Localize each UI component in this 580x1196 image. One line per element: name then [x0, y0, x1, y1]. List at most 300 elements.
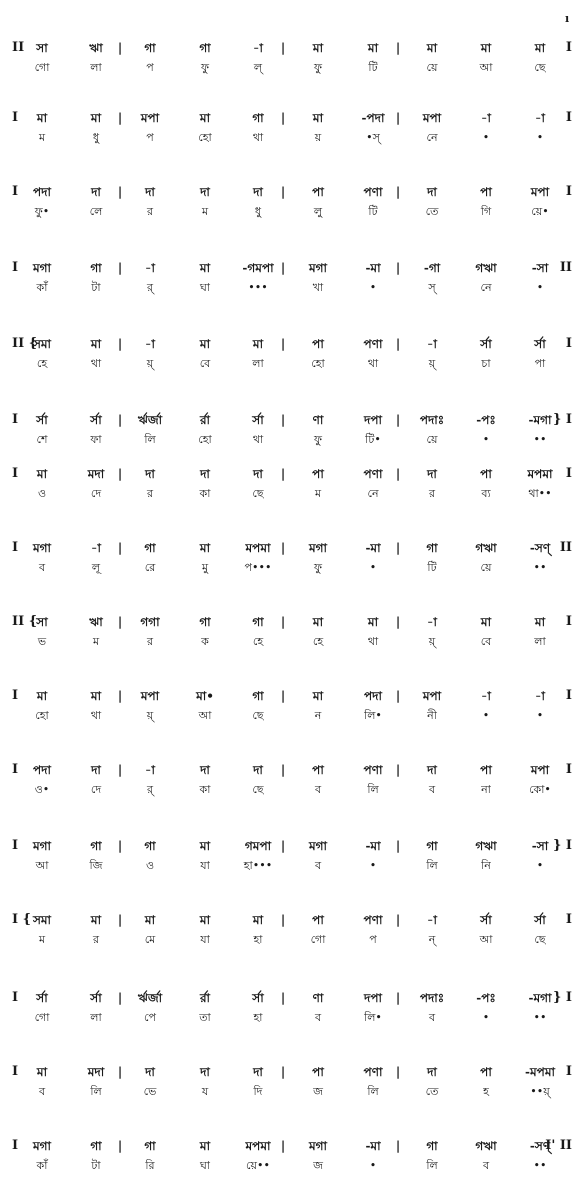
lyric-syllable: না: [481, 783, 491, 796]
note: মা: [426, 41, 438, 55]
note: -া: [145, 763, 155, 777]
note: পা: [312, 337, 324, 351]
barline: |: [395, 991, 401, 1005]
lyric-syllable: কো•: [529, 783, 551, 796]
note: পণা: [363, 337, 383, 351]
note: গা: [252, 615, 264, 629]
note: -া: [481, 111, 491, 125]
note: গা: [426, 1139, 438, 1153]
note: গা: [426, 839, 438, 853]
note: মপমা: [527, 467, 553, 481]
lyric-syllable: হা: [253, 1011, 263, 1024]
lyric-syllable: র: [92, 933, 100, 946]
lyric-syllable: হ: [483, 1085, 489, 1098]
stanza-15: [0, 1062, 580, 1122]
lyric-syllable: লি•: [364, 709, 382, 722]
lyric-syllable: ব: [38, 1085, 46, 1098]
lyric-syllable: ধু: [254, 205, 262, 218]
lyric-syllable: ম: [314, 487, 322, 500]
notes-row: [0, 182, 580, 202]
lyric-syllable: পে: [144, 1011, 156, 1024]
lyric-syllable: টা: [91, 1159, 101, 1172]
lyric-syllable: স্: [428, 281, 436, 294]
lyrics-row: [0, 430, 580, 450]
notes-row: [0, 410, 580, 430]
note: মা: [90, 689, 102, 703]
note: পা: [480, 467, 492, 481]
start-barline: I: [12, 110, 19, 125]
note: গগা: [140, 615, 160, 629]
lyric-syllable: ব: [482, 1159, 490, 1172]
note: -া: [145, 261, 155, 275]
end-barline: I: [565, 1064, 572, 1079]
barline: |: [395, 1065, 401, 1079]
note: -া: [145, 337, 155, 351]
note: -পঃ: [476, 413, 496, 427]
note: মা: [36, 111, 48, 125]
note: মদা: [87, 1065, 105, 1079]
lyric-syllable: নী: [427, 709, 437, 722]
lyric-syllable: •: [369, 859, 377, 872]
lyric-syllable: য়ে••: [246, 1159, 270, 1172]
lyric-syllable: ছে: [252, 783, 264, 796]
barline: |: [117, 261, 123, 275]
note: মা: [36, 689, 48, 703]
start-barline: I: [12, 1138, 19, 1153]
barline: |: [280, 541, 286, 555]
note: মা: [312, 111, 324, 125]
barline: |: [280, 413, 286, 427]
lyric-syllable: •: [482, 1011, 490, 1024]
end-barline: II: [559, 540, 572, 555]
notes-row: [0, 258, 580, 278]
barline: |: [395, 261, 401, 275]
lyric-syllable: দে: [90, 783, 102, 796]
lyric-syllable: ধু: [92, 131, 100, 144]
lyric-syllable: ম: [92, 635, 100, 648]
barline: |: [117, 1065, 123, 1079]
lyric-syllable: র্: [146, 281, 154, 294]
note: -া: [535, 111, 545, 125]
lyric-syllable: লি: [426, 1159, 438, 1172]
barline: |: [117, 413, 123, 427]
note: মা•: [196, 689, 214, 703]
lyric-syllable: য়্: [146, 709, 154, 722]
lyric-syllable: নি: [481, 859, 491, 872]
lyric-syllable: ব: [428, 1011, 436, 1024]
stanza-1: [0, 38, 580, 98]
note: মা: [252, 337, 264, 351]
lyric-syllable: য়ে: [426, 61, 438, 74]
lyric-syllable: ম: [38, 131, 46, 144]
barline: |: [280, 991, 286, 1005]
lyric-syllable: য়্: [428, 635, 436, 648]
lyric-syllable: •: [482, 131, 490, 144]
note: পা: [312, 467, 324, 481]
notes-row: [0, 612, 580, 632]
notes-row: [0, 1136, 580, 1156]
notes-row: [0, 910, 580, 930]
note: সমা: [32, 337, 52, 351]
stanza-9: [0, 612, 580, 672]
stanza-8: [0, 538, 580, 598]
note: র্ঋর্জা: [137, 991, 163, 1005]
lyric-syllable: নে: [426, 131, 438, 144]
note: র্সা: [36, 413, 48, 427]
lyric-syllable: থা: [252, 131, 264, 144]
barline: |: [395, 337, 401, 351]
lyric-syllable: ব: [428, 783, 436, 796]
note: গঋা: [475, 541, 497, 555]
note: মপা: [530, 185, 550, 199]
barline: |: [280, 41, 286, 55]
note: মপা: [140, 689, 160, 703]
barline: |: [280, 111, 286, 125]
notes-row: [0, 108, 580, 128]
corner-mark: ı: [565, 12, 570, 25]
lyric-syllable: প•••: [244, 561, 272, 574]
lyric-syllable: হো: [311, 357, 325, 370]
stanza-13: [0, 910, 580, 970]
lyric-syllable: ব্য: [481, 487, 491, 500]
lyric-syllable: ছে: [252, 709, 264, 722]
note: দা: [91, 185, 101, 199]
lyric-syllable: •••: [248, 281, 268, 294]
note: গা: [90, 1139, 102, 1153]
note: মা: [312, 615, 324, 629]
note: মপমা: [245, 541, 271, 555]
lyric-syllable: •: [536, 859, 544, 872]
note: -া: [427, 337, 437, 351]
lyric-syllable: জি: [89, 859, 103, 872]
note: মা: [199, 1139, 211, 1153]
lyric-syllable: •: [536, 281, 544, 294]
note: -গা: [423, 261, 441, 275]
end-barline: } I: [553, 990, 572, 1005]
note: মা: [312, 41, 324, 55]
lyric-syllable: ঘা: [200, 1159, 210, 1172]
stanza-4: [0, 258, 580, 318]
lyric-syllable: ল্: [253, 61, 263, 74]
note: পণা: [363, 763, 383, 777]
lyric-syllable: আ: [198, 709, 212, 722]
lyric-syllable: র: [146, 487, 154, 500]
lyric-syllable: লা: [252, 357, 264, 370]
lyric-syllable: ••: [533, 433, 547, 446]
note: মা: [199, 111, 211, 125]
lyric-syllable: ফা: [90, 433, 102, 446]
lyric-syllable: ••: [533, 1159, 547, 1172]
lyric-syllable: গি: [480, 205, 492, 218]
start-barline: I: [12, 412, 19, 427]
lyric-syllable: •: [369, 281, 377, 294]
barline: |: [280, 185, 286, 199]
lyrics-row: [0, 780, 580, 800]
note: -সণ্: [529, 1139, 551, 1153]
note: -পঃ: [476, 991, 496, 1005]
note: দা: [427, 467, 437, 481]
lyric-syllable: গো: [34, 1011, 50, 1024]
lyric-syllable: য়: [314, 131, 322, 144]
note: মা: [534, 615, 546, 629]
lyric-syllable: প: [369, 933, 377, 946]
lyric-syllable: ভে: [143, 1085, 157, 1098]
note: র্সা: [480, 337, 492, 351]
lyric-syllable: শে: [36, 433, 48, 446]
lyrics-row: [0, 58, 580, 78]
lyric-syllable: ব: [38, 561, 46, 574]
lyric-syllable: হে: [36, 357, 48, 370]
note: গা: [144, 1139, 156, 1153]
stanza-3: [0, 182, 580, 242]
note: পা: [312, 763, 324, 777]
note: দা: [427, 185, 437, 199]
lyric-syllable: মু: [201, 561, 209, 574]
note: গা: [426, 541, 438, 555]
notes-row: [0, 836, 580, 856]
barline: |: [117, 1139, 123, 1153]
barline: |: [280, 913, 286, 927]
lyric-syllable: থা: [90, 709, 102, 722]
note: মগা: [32, 839, 52, 853]
lyric-syllable: প: [146, 61, 154, 74]
lyric-syllable: ছে: [252, 487, 264, 500]
note: পদা: [33, 185, 51, 199]
stanza-14: [0, 988, 580, 1048]
lyric-syllable: রি: [145, 1159, 155, 1172]
lyric-syllable: হে: [252, 635, 264, 648]
barline: |: [117, 467, 123, 481]
lyric-syllable: প: [146, 131, 154, 144]
lyrics-row: [0, 856, 580, 876]
note: পা: [480, 1065, 492, 1079]
lyric-syllable: টি: [368, 61, 378, 74]
lyric-syllable: •: [536, 709, 544, 722]
note: মগা: [308, 1139, 328, 1153]
barline: |: [395, 41, 401, 55]
lyric-syllable: রে: [144, 561, 156, 574]
lyric-syllable: লূ: [91, 561, 101, 574]
note: সা: [36, 41, 48, 55]
note: সমা: [32, 913, 52, 927]
lyric-syllable: টা: [91, 281, 101, 294]
note: মা: [199, 913, 211, 927]
note: মগা: [32, 541, 52, 555]
stanza-16: [0, 1136, 580, 1196]
lyric-syllable: হা: [253, 933, 263, 946]
note: দা: [91, 763, 101, 777]
lyric-syllable: হো: [198, 433, 212, 446]
end-barline: I' II: [545, 1138, 572, 1153]
lyric-syllable: টি•: [365, 433, 381, 446]
lyric-syllable: র: [146, 635, 154, 648]
lyric-syllable: কা: [199, 783, 211, 796]
lyric-syllable: ও: [145, 859, 155, 872]
end-barline: I: [565, 912, 572, 927]
note: মা: [199, 839, 211, 853]
stanza-10: [0, 686, 580, 746]
note: মা: [199, 261, 211, 275]
barline: |: [280, 615, 286, 629]
note: র্সা: [252, 991, 264, 1005]
lyrics-row: [0, 202, 580, 222]
barline: |: [395, 839, 401, 853]
end-barline: I: [565, 40, 572, 55]
stanza-6: [0, 410, 580, 470]
note: মা: [367, 41, 379, 55]
end-barline: I: [565, 688, 572, 703]
lyric-syllable: র: [428, 487, 436, 500]
note: সা: [36, 615, 48, 629]
note: মগা: [32, 1139, 52, 1153]
lyric-syllable: হো: [198, 131, 212, 144]
note: পা: [312, 185, 324, 199]
note: গা: [144, 41, 156, 55]
lyric-syllable: র্: [146, 783, 154, 796]
note: ঋা: [89, 615, 103, 629]
start-barline: II {: [12, 614, 38, 629]
note: দা: [427, 1065, 437, 1079]
note: -পদা: [361, 111, 385, 125]
lyric-syllable: লি•: [364, 1011, 382, 1024]
note: মা: [90, 913, 102, 927]
start-barline: I: [12, 838, 19, 853]
lyric-syllable: ও: [37, 487, 47, 500]
stanza-2: [0, 108, 580, 168]
notes-row: [0, 464, 580, 484]
lyric-syllable: লে: [89, 205, 103, 218]
note: মপা: [422, 111, 442, 125]
note: -া: [535, 689, 545, 703]
lyric-syllable: থা: [367, 635, 379, 648]
lyric-syllable: থা: [252, 433, 264, 446]
lyric-syllable: নে: [480, 281, 492, 294]
lyric-syllable: ব: [314, 783, 322, 796]
lyric-syllable: লু: [313, 205, 323, 218]
note: দা: [253, 1065, 263, 1079]
lyrics-row: [0, 278, 580, 298]
note: মা: [480, 41, 492, 55]
lyrics-row: [0, 128, 580, 148]
start-barline: I: [12, 260, 19, 275]
barline: |: [395, 413, 401, 427]
note: -মগা: [528, 991, 552, 1005]
note: -গমপা: [242, 261, 274, 275]
lyric-syllable: য়্: [428, 357, 436, 370]
note: দা: [200, 1065, 210, 1079]
lyric-syllable: কাঁ: [36, 1159, 48, 1172]
barline: |: [395, 1139, 401, 1153]
note: দপা: [364, 991, 382, 1005]
lyric-syllable: ন্: [428, 933, 436, 946]
note: -মপমা: [525, 1065, 555, 1079]
note: র্সা: [534, 337, 546, 351]
lyric-syllable: জ: [313, 1159, 323, 1172]
lyrics-row: [0, 1008, 580, 1028]
lyric-syllable: কাঁ: [36, 281, 48, 294]
note: দা: [200, 467, 210, 481]
lyric-syllable: ব: [314, 859, 322, 872]
barline: |: [280, 689, 286, 703]
note: মা: [36, 1065, 48, 1079]
barline: |: [117, 689, 123, 703]
lyric-syllable: লি: [90, 1085, 102, 1098]
lyric-syllable: যা: [200, 933, 210, 946]
lyric-syllable: য়্: [146, 357, 154, 370]
lyric-syllable: ব: [314, 1011, 322, 1024]
note: -সা: [531, 261, 549, 275]
lyric-syllable: লা: [534, 635, 546, 648]
lyric-syllable: লি: [144, 433, 156, 446]
barline: |: [395, 763, 401, 777]
notes-row: [0, 686, 580, 706]
note: গা: [144, 839, 156, 853]
lyric-syllable: ভ: [37, 635, 47, 648]
barline: |: [280, 261, 286, 275]
notes-row: [0, 1062, 580, 1082]
lyric-syllable: চা: [481, 357, 491, 370]
note: -মা: [365, 541, 381, 555]
start-barline: I: [12, 540, 19, 555]
barline: |: [395, 111, 401, 125]
lyric-syllable: নে: [367, 487, 379, 500]
note: মা: [312, 689, 324, 703]
note: র্রা: [199, 991, 211, 1005]
lyric-syllable: য: [201, 1085, 209, 1098]
lyrics-row: [0, 484, 580, 504]
stanza-7: [0, 464, 580, 524]
end-barline: I: [565, 762, 572, 777]
lyrics-row: [0, 1156, 580, 1176]
start-barline: I: [12, 990, 19, 1005]
lyric-syllable: খা: [312, 281, 324, 294]
lyrics-row: [0, 354, 580, 374]
note: ঋা: [89, 41, 103, 55]
note: মগা: [308, 541, 328, 555]
lyrics-row: [0, 558, 580, 578]
note: মপা: [530, 763, 550, 777]
note: র্রা: [199, 413, 211, 427]
lyric-syllable: ••য়্: [530, 1085, 550, 1098]
note: পণা: [363, 913, 383, 927]
note: মা: [367, 615, 379, 629]
lyric-syllable: লি: [426, 859, 438, 872]
note: -মা: [365, 1139, 381, 1153]
barline: |: [117, 913, 123, 927]
lyric-syllable: হে: [312, 635, 324, 648]
note: পদা: [364, 689, 382, 703]
stanza-12: [0, 836, 580, 896]
note: দা: [253, 185, 263, 199]
barline: |: [117, 991, 123, 1005]
note: ণা: [312, 991, 324, 1005]
lyric-syllable: লা: [90, 61, 102, 74]
note: মা: [480, 615, 492, 629]
note: গা: [199, 615, 211, 629]
note: মা: [534, 41, 546, 55]
end-barline: I: [565, 184, 572, 199]
note: পা: [312, 1065, 324, 1079]
barline: |: [117, 541, 123, 555]
start-barline: I: [12, 1064, 19, 1079]
lyric-syllable: হা•••: [243, 859, 273, 872]
lyric-syllable: গো: [34, 61, 50, 74]
lyric-syllable: •: [482, 433, 490, 446]
note: -া: [253, 41, 263, 55]
note: দা: [145, 1065, 155, 1079]
notes-row: [0, 38, 580, 58]
lyric-syllable: ••: [533, 1011, 547, 1024]
